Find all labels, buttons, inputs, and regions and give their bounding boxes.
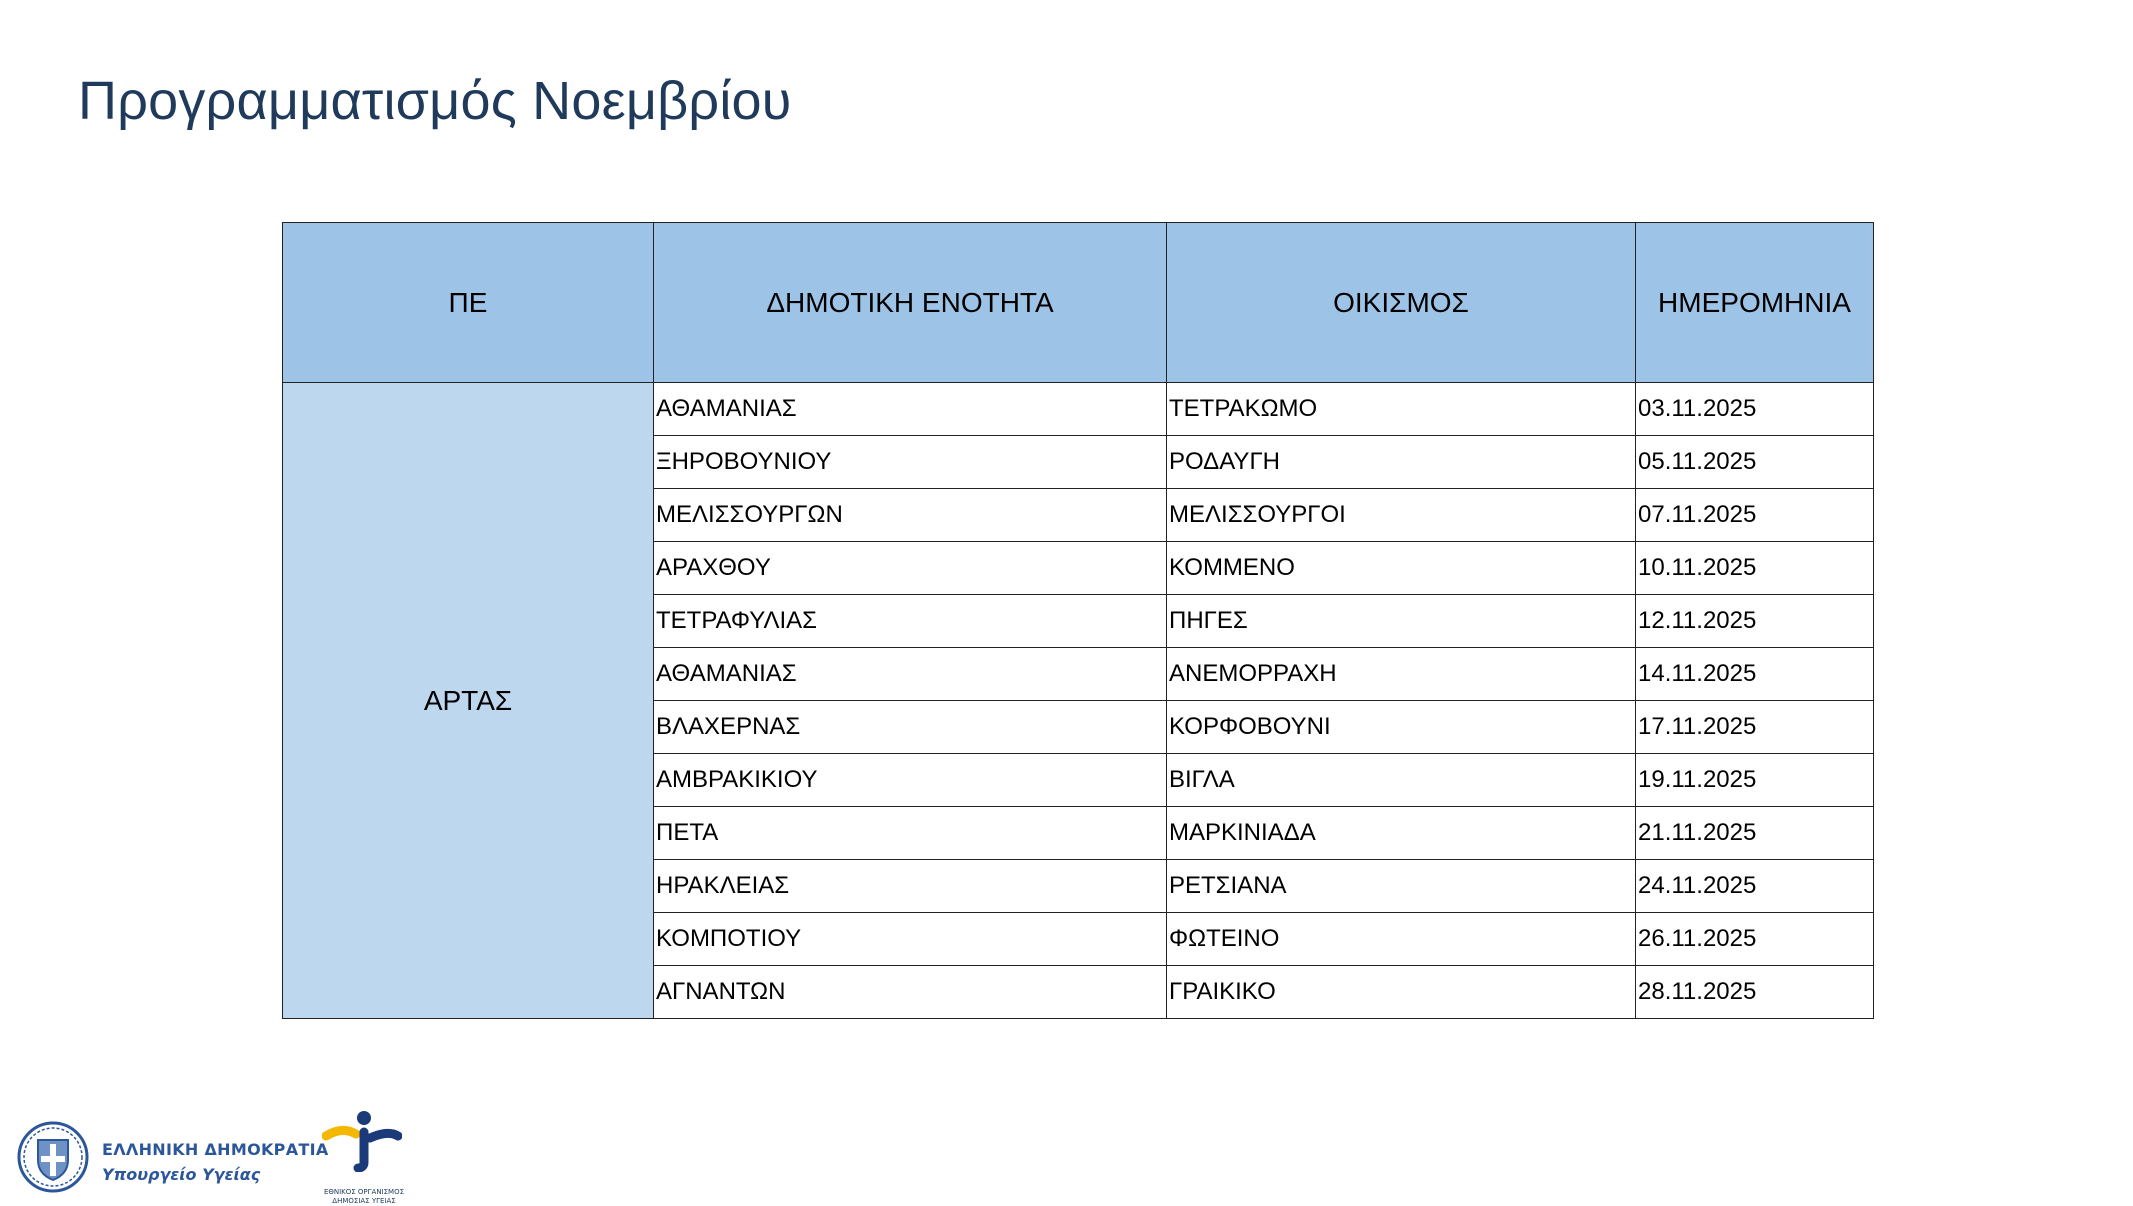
date-cell: 14.11.2025: [1636, 648, 1874, 701]
settlement-cell: ΦΩΤΕΙΝΟ: [1167, 913, 1636, 966]
settlement-cell: ΚΟΡΦΟΒΟΥΝΙ: [1167, 701, 1636, 754]
table-row: [283, 383, 1874, 436]
municipal-unit-cell: ΤΕΤΡΑΦΥΛΙΑΣ: [654, 595, 1167, 648]
settlement-cell: ΠΗΓΕΣ: [1167, 595, 1636, 648]
municipal-unit-cell: ΜΕΛΙΣΣΟΥΡΓΩΝ: [654, 489, 1167, 542]
municipal-unit-cell: ΗΡΑΚΛΕΙΑΣ: [654, 860, 1167, 913]
greek-coat-of-arms-icon: [16, 1120, 90, 1194]
header-municipal-unit: ΔΗΜΟΤΙΚΗ ΕΝΟΤΗΤΑ: [654, 223, 1167, 383]
date-cell: 05.11.2025: [1636, 436, 1874, 489]
date-cell: 12.11.2025: [1636, 595, 1874, 648]
settlement-cell: ΑΝΕΜΟΡΡΑΧΗ: [1167, 648, 1636, 701]
date-cell: 10.11.2025: [1636, 542, 1874, 595]
settlement-cell: ΡΟΔΑΥΓΗ: [1167, 436, 1636, 489]
settlement-cell: ΜΑΡΚΙΝΙΑΔΑ: [1167, 807, 1636, 860]
municipal-unit-cell: ΑΘΑΜΑΝΙΑΣ: [654, 648, 1167, 701]
municipal-unit-cell: ΠΕΤΑ: [654, 807, 1167, 860]
municipal-unit-cell: ΑΡΑΧΘΟΥ: [654, 542, 1167, 595]
date-cell: 21.11.2025: [1636, 807, 1874, 860]
header-pe: ΠΕ: [283, 223, 654, 383]
settlement-cell: ΚΟΜΜΕΝΟ: [1167, 542, 1636, 595]
date-cell: 24.11.2025: [1636, 860, 1874, 913]
table-header-row: [283, 223, 1874, 383]
header-settlement: ΟΙΚΙΣΜΟΣ: [1167, 223, 1636, 383]
municipal-unit-cell: ΑΘΑΜΑΝΙΑΣ: [654, 383, 1167, 436]
header-date: ΗΜΕΡΟΜΗΝΙΑ: [1636, 223, 1874, 383]
date-cell: 17.11.2025: [1636, 701, 1874, 754]
municipal-unit-cell: ΚΟΜΠΟΤΙΟΥ: [654, 913, 1167, 966]
ministry-label: [102, 1140, 329, 1184]
date-cell: 03.11.2025: [1636, 383, 1874, 436]
footer: [16, 1110, 456, 1205]
date-cell: 19.11.2025: [1636, 754, 1874, 807]
municipal-unit-cell: ΑΜΒΡΑΚΙΚΙΟΥ: [654, 754, 1167, 807]
settlement-cell: ΜΕΛΙΣΣΟΥΡΓΟΙ: [1167, 489, 1636, 542]
date-cell: 26.11.2025: [1636, 913, 1874, 966]
eody-logo-icon: [322, 1110, 402, 1172]
municipal-unit-cell: ΞΗΡΟΒΟΥΝΙΟΥ: [654, 436, 1167, 489]
settlement-cell: ΡΕΤΣΙΑΝΑ: [1167, 860, 1636, 913]
date-cell: 28.11.2025: [1636, 966, 1874, 1019]
region-cell: ΑΡΤΑΣ: [283, 383, 654, 1019]
ministry-line2: Υπουργείο Υγείας: [102, 1165, 261, 1184]
municipal-unit-cell: ΒΛΑΧΕΡΝΑΣ: [654, 701, 1167, 754]
settlement-cell: ΤΕΤΡΑΚΩΜΟ: [1167, 383, 1636, 436]
page-title: Προγραμματισμός Νοεμβρίου: [78, 71, 792, 131]
ministry-line1: ΕΛΛΗΝΙΚΗ ΔΗΜΟΚΡΑΤΙΑ: [102, 1140, 329, 1159]
settlement-cell: ΒΙΓΛΑ: [1167, 754, 1636, 807]
municipal-unit-cell: ΑΓΝΑΝΤΩΝ: [654, 966, 1167, 1019]
schedule-table: [282, 222, 1874, 1019]
date-cell: 07.11.2025: [1636, 489, 1874, 542]
eody-label: ΕΘΝΙΚΟΣ ΟΡΓΑΝΙΣΜΟΣ ΔΗΜΟΣΙΑΣ ΥΓΕΙΑΣ: [323, 1188, 405, 1205]
settlement-cell: ΓΡΑΙΚΙΚΟ: [1167, 966, 1636, 1019]
